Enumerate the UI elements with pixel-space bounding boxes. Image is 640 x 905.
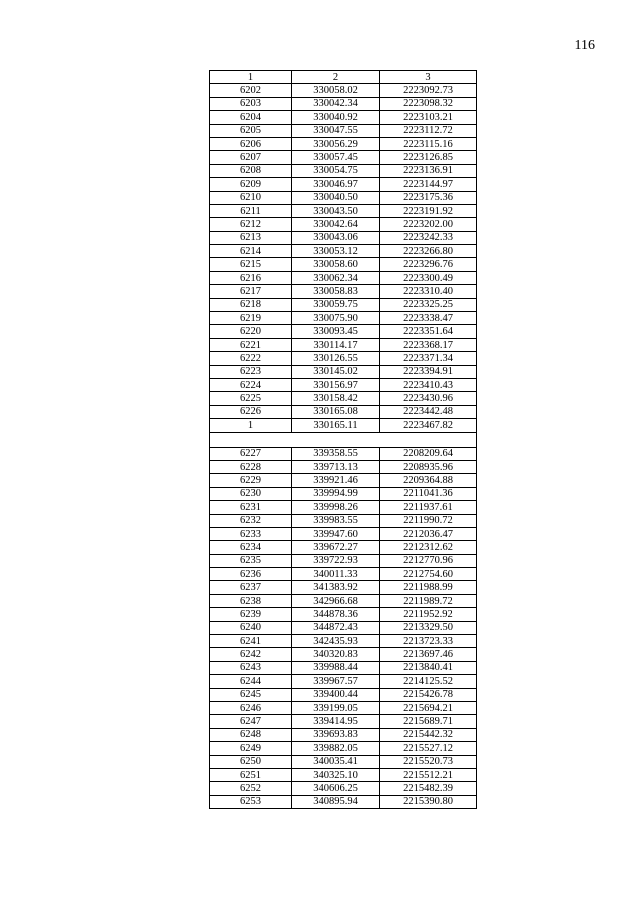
cell-x-coordinate: 339414.95: [292, 715, 380, 728]
cell-x-coordinate: 342966.68: [292, 594, 380, 607]
cell-y-coordinate: 2223368.17: [380, 338, 477, 351]
table-row: [210, 447, 477, 460]
table-row: [210, 661, 477, 674]
table-row: [210, 271, 477, 284]
cell-y-coordinate: 2223115.16: [380, 137, 477, 150]
cell-y-coordinate: 2215689.71: [380, 715, 477, 728]
cell-point-number: 6214: [210, 245, 292, 258]
cell-y-coordinate: 2223296.76: [380, 258, 477, 271]
cell-y-coordinate: 2213723.33: [380, 635, 477, 648]
cell-point-number: 6234: [210, 541, 292, 554]
cell-point-number: 6245: [210, 688, 292, 701]
table-row: [210, 84, 477, 97]
cell-y-coordinate: 2214125.52: [380, 675, 477, 688]
table-row: [210, 594, 477, 607]
cell-x-coordinate: 339983.55: [292, 514, 380, 527]
cell-x-coordinate: 339947.60: [292, 527, 380, 540]
cell-x-coordinate: 330156.97: [292, 378, 380, 391]
cell-point-number: 6250: [210, 755, 292, 768]
cell-x-coordinate: 341383.92: [292, 581, 380, 594]
cell-y-coordinate: 2211989.72: [380, 594, 477, 607]
cell-point-number: 6218: [210, 298, 292, 311]
cell-x-coordinate: 339713.13: [292, 460, 380, 473]
table-row: [210, 527, 477, 540]
cell-point-number: 6228: [210, 460, 292, 473]
cell-x-coordinate: 339672.27: [292, 541, 380, 554]
cell-x-coordinate: 339967.57: [292, 675, 380, 688]
table-row: [210, 285, 477, 298]
cell-x-coordinate: 339358.55: [292, 447, 380, 460]
coordinates-table-body: [210, 71, 477, 809]
cell-point-number: 6210: [210, 191, 292, 204]
table-row: [210, 298, 477, 311]
cell-x-coordinate: 330047.55: [292, 124, 380, 137]
cell-y-coordinate: 2212036.47: [380, 527, 477, 540]
cell-y-coordinate: 2211952.92: [380, 608, 477, 621]
table-row: [210, 581, 477, 594]
section-separator-cell: [210, 432, 477, 447]
cell-y-coordinate: 2215520.73: [380, 755, 477, 768]
cell-point-number: 6219: [210, 312, 292, 325]
cell-y-coordinate: 2215694.21: [380, 701, 477, 714]
table-row: [210, 178, 477, 191]
cell-x-coordinate: 330042.64: [292, 218, 380, 231]
table-row: [210, 352, 477, 365]
cell-point-number: 6252: [210, 782, 292, 795]
cell-point-number: 6212: [210, 218, 292, 231]
cell-point-number: 6224: [210, 378, 292, 391]
cell-y-coordinate: 2223136.91: [380, 164, 477, 177]
cell-y-coordinate: 2213329.50: [380, 621, 477, 634]
cell-point-number: 6236: [210, 568, 292, 581]
cell-point-number: 6211: [210, 204, 292, 217]
table-row: [210, 715, 477, 728]
cell-point-number: 6243: [210, 661, 292, 674]
table-row: [210, 648, 477, 661]
cell-point-number: 6213: [210, 231, 292, 244]
cell-point-number: 6227: [210, 447, 292, 460]
cell-point-number: 6249: [210, 742, 292, 755]
cell-point-number: 6244: [210, 675, 292, 688]
table-row: [210, 755, 477, 768]
table-row: [210, 474, 477, 487]
cell-x-coordinate: 339400.44: [292, 688, 380, 701]
cell-point-number: 6220: [210, 325, 292, 338]
table-row: [210, 688, 477, 701]
cell-point-number: 6223: [210, 365, 292, 378]
cell-y-coordinate: 2223092.73: [380, 84, 477, 97]
cell-point-number: 6237: [210, 581, 292, 594]
cell-point-number: 6242: [210, 648, 292, 661]
cell-y-coordinate: 2223325.25: [380, 298, 477, 311]
table-row: [210, 137, 477, 150]
table-row: [210, 782, 477, 795]
cell-point-number: 6217: [210, 285, 292, 298]
cell-x-coordinate: 340325.10: [292, 768, 380, 781]
table-row: [210, 164, 477, 177]
cell-x-coordinate: 340606.25: [292, 782, 380, 795]
section-separator-row: [210, 432, 477, 447]
table-row: [210, 419, 477, 432]
cell-y-coordinate: 2215527.12: [380, 742, 477, 755]
table-row: [210, 111, 477, 124]
cell-point-number: 6204: [210, 111, 292, 124]
cell-point-number: 6208: [210, 164, 292, 177]
table-row: [210, 378, 477, 391]
cell-y-coordinate: 2223300.49: [380, 271, 477, 284]
cell-y-coordinate: 2223144.97: [380, 178, 477, 191]
cell-x-coordinate: 330054.75: [292, 164, 380, 177]
cell-y-coordinate: 2223338.47: [380, 312, 477, 325]
table-row: [210, 568, 477, 581]
cell-point-number: 6205: [210, 124, 292, 137]
table-row: [210, 795, 477, 808]
cell-point-number: 6225: [210, 392, 292, 405]
cell-point-number: 6232: [210, 514, 292, 527]
cell-point-number: 6251: [210, 768, 292, 781]
table-row: [210, 768, 477, 781]
cell-y-coordinate: 2223430.96: [380, 392, 477, 405]
cell-x-coordinate: 340895.94: [292, 795, 380, 808]
cell-x-coordinate: 330058.02: [292, 84, 380, 97]
cell-point-number: 6235: [210, 554, 292, 567]
table-row: [210, 405, 477, 418]
cell-y-coordinate: 2223098.32: [380, 97, 477, 110]
cell-point-number: 6206: [210, 137, 292, 150]
cell-x-coordinate: 339882.05: [292, 742, 380, 755]
cell-point-number: 6216: [210, 271, 292, 284]
cell-x-coordinate: 330158.42: [292, 392, 380, 405]
cell-x-coordinate: 330057.45: [292, 151, 380, 164]
cell-point-number: 6231: [210, 501, 292, 514]
cell-y-coordinate: 2212312.62: [380, 541, 477, 554]
cell-y-coordinate: 2211041.36: [380, 487, 477, 500]
cell-x-coordinate: 344878.36: [292, 608, 380, 621]
cell-y-coordinate: 2215390.80: [380, 795, 477, 808]
cell-point-number: 6248: [210, 728, 292, 741]
cell-x-coordinate: 342435.93: [292, 635, 380, 648]
cell-point-number: 6209: [210, 178, 292, 191]
cell-y-coordinate: 2223266.80: [380, 245, 477, 258]
cell-y-coordinate: 2211937.61: [380, 501, 477, 514]
cell-y-coordinate: 2213840.41: [380, 661, 477, 674]
cell-y-coordinate: 2209364.88: [380, 474, 477, 487]
cell-point-number: 6215: [210, 258, 292, 271]
cell-y-coordinate: 2223175.36: [380, 191, 477, 204]
cell-x-coordinate: 330040.50: [292, 191, 380, 204]
column-header-x: 2: [292, 71, 380, 84]
table-row: [210, 742, 477, 755]
cell-x-coordinate: 339988.44: [292, 661, 380, 674]
cell-y-coordinate: 2212754.60: [380, 568, 477, 581]
cell-x-coordinate: 339998.26: [292, 501, 380, 514]
cell-point-number: 6203: [210, 97, 292, 110]
cell-y-coordinate: 2208209.64: [380, 447, 477, 460]
cell-y-coordinate: 2215442.32: [380, 728, 477, 741]
cell-y-coordinate: 2211990.72: [380, 514, 477, 527]
cell-x-coordinate: 330058.83: [292, 285, 380, 298]
cell-y-coordinate: 2223112.72: [380, 124, 477, 137]
cell-x-coordinate: 330165.11: [292, 419, 380, 432]
table-row: [210, 514, 477, 527]
cell-point-number: 1: [210, 419, 292, 432]
cell-x-coordinate: 330145.02: [292, 365, 380, 378]
column-header-point-number: 1: [210, 71, 292, 84]
cell-y-coordinate: 2223351.64: [380, 325, 477, 338]
cell-x-coordinate: 340035.41: [292, 755, 380, 768]
cell-y-coordinate: 2215426.78: [380, 688, 477, 701]
table-row: [210, 338, 477, 351]
cell-x-coordinate: 330093.45: [292, 325, 380, 338]
cell-y-coordinate: 2223410.43: [380, 378, 477, 391]
table-row: [210, 608, 477, 621]
cell-y-coordinate: 2208935.96: [380, 460, 477, 473]
table-header-row: [210, 71, 477, 84]
table-row: [210, 218, 477, 231]
table-row: [210, 204, 477, 217]
cell-x-coordinate: 330040.92: [292, 111, 380, 124]
cell-x-coordinate: 330056.29: [292, 137, 380, 150]
column-header-y: 3: [380, 71, 477, 84]
cell-x-coordinate: 330114.17: [292, 338, 380, 351]
table-row: [210, 124, 477, 137]
table-row: [210, 231, 477, 244]
table-row: [210, 312, 477, 325]
table-row: [210, 245, 477, 258]
table-row: [210, 675, 477, 688]
cell-y-coordinate: 2223242.33: [380, 231, 477, 244]
cell-x-coordinate: 330046.97: [292, 178, 380, 191]
cell-y-coordinate: 2223467.82: [380, 419, 477, 432]
table-row: [210, 325, 477, 338]
cell-point-number: 6240: [210, 621, 292, 634]
cell-y-coordinate: 2223191.92: [380, 204, 477, 217]
coordinates-table: [209, 70, 477, 809]
table-row: [210, 365, 477, 378]
table-row: [210, 151, 477, 164]
cell-x-coordinate: 340011.33: [292, 568, 380, 581]
cell-x-coordinate: 339199.05: [292, 701, 380, 714]
cell-y-coordinate: 2211988.99: [380, 581, 477, 594]
table-row: [210, 460, 477, 473]
cell-x-coordinate: 339693.83: [292, 728, 380, 741]
cell-x-coordinate: 330075.90: [292, 312, 380, 325]
cell-y-coordinate: 2212770.96: [380, 554, 477, 567]
cell-y-coordinate: 2223202.00: [380, 218, 477, 231]
cell-x-coordinate: 330062.34: [292, 271, 380, 284]
cell-x-coordinate: 330059.75: [292, 298, 380, 311]
cell-y-coordinate: 2223442.48: [380, 405, 477, 418]
cell-x-coordinate: 330043.06: [292, 231, 380, 244]
cell-point-number: 6229: [210, 474, 292, 487]
cell-point-number: 6226: [210, 405, 292, 418]
cell-x-coordinate: 330043.50: [292, 204, 380, 217]
cell-point-number: 6230: [210, 487, 292, 500]
cell-point-number: 6202: [210, 84, 292, 97]
cell-point-number: 6247: [210, 715, 292, 728]
table-row: [210, 554, 477, 567]
table-row: [210, 728, 477, 741]
cell-y-coordinate: 2223394.91: [380, 365, 477, 378]
cell-x-coordinate: 339921.46: [292, 474, 380, 487]
cell-y-coordinate: 2223103.21: [380, 111, 477, 124]
table-row: [210, 635, 477, 648]
table-row: [210, 501, 477, 514]
cell-x-coordinate: 339994.99: [292, 487, 380, 500]
cell-y-coordinate: 2213697.46: [380, 648, 477, 661]
table-row: [210, 541, 477, 554]
cell-x-coordinate: 330058.60: [292, 258, 380, 271]
table-row: [210, 191, 477, 204]
cell-point-number: 6241: [210, 635, 292, 648]
cell-y-coordinate: 2215512.21: [380, 768, 477, 781]
cell-x-coordinate: 330053.12: [292, 245, 380, 258]
table-row: [210, 487, 477, 500]
table-row: [210, 621, 477, 634]
cell-y-coordinate: 2223371.34: [380, 352, 477, 365]
table-row: [210, 392, 477, 405]
table-row: [210, 258, 477, 271]
cell-point-number: 6238: [210, 594, 292, 607]
cell-y-coordinate: 2223310.40: [380, 285, 477, 298]
cell-y-coordinate: 2223126.85: [380, 151, 477, 164]
table-row: [210, 701, 477, 714]
cell-x-coordinate: 330042.34: [292, 97, 380, 110]
cell-x-coordinate: 339722.93: [292, 554, 380, 567]
cell-point-number: 6239: [210, 608, 292, 621]
cell-point-number: 6233: [210, 527, 292, 540]
cell-point-number: 6253: [210, 795, 292, 808]
cell-point-number: 6246: [210, 701, 292, 714]
table-row: [210, 97, 477, 110]
cell-point-number: 6221: [210, 338, 292, 351]
cell-y-coordinate: 2215482.39: [380, 782, 477, 795]
cell-point-number: 6222: [210, 352, 292, 365]
cell-x-coordinate: 340320.83: [292, 648, 380, 661]
cell-x-coordinate: 344872.43: [292, 621, 380, 634]
cell-point-number: 6207: [210, 151, 292, 164]
page-number: 116: [574, 38, 595, 53]
cell-x-coordinate: 330165.08: [292, 405, 380, 418]
cell-x-coordinate: 330126.55: [292, 352, 380, 365]
